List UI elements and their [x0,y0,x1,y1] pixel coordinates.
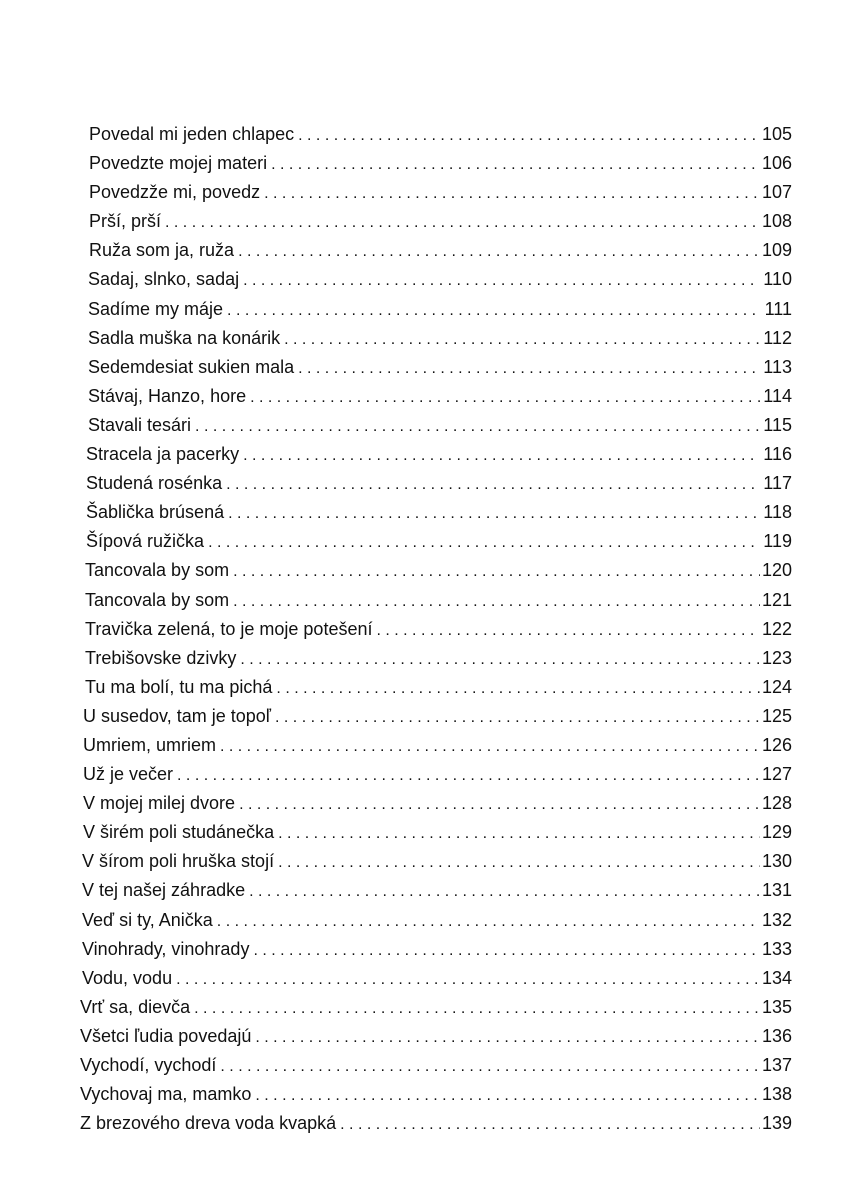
toc-entry-title: Studená rosénka [86,473,223,494]
toc-entry-title: Sadla muška na konárik [88,327,281,348]
toc-entry-title: Povedzte mojej materi [89,153,268,174]
toc-entry [80,178,792,207]
toc-entry [80,382,792,411]
toc-entry-title: Z brezového dreva voda kvapká [80,1113,337,1134]
toc-entry-page: 106 [761,153,792,174]
toc-entry [80,207,792,236]
toc-entry-page: 123 [761,647,792,668]
toc-entry-page: 114 [763,385,792,406]
toc-entry-title: Všetci ľudia povedajú [80,1025,252,1046]
toc-entry-title: Ruža som ja, ruža [89,240,235,261]
toc-entry-title: Stavali tesári [88,414,192,435]
toc-entry [80,702,792,731]
toc-entry [80,498,792,527]
toc-entry [80,1080,792,1109]
toc-entry-page: 111 [764,298,792,319]
toc-entry-title: Tu ma bolí, tu ma pichá [85,676,273,697]
toc-entry-page: 120 [761,560,792,581]
toc-entry-title: U susedov, tam je topoľ [83,705,272,726]
toc-dot-leader [249,877,760,905]
toc-entry-page: 138 [761,1084,792,1105]
toc-entry-title: Umriem, umriem [83,734,216,755]
toc-entry [80,731,792,760]
toc-entry-title: V tej našej záhradke [82,880,246,901]
toc-entry [80,644,792,673]
toc-entry-page: 129 [761,822,792,843]
toc-entry [80,1051,792,1080]
toc-dot-leader [243,266,760,294]
toc-dot-leader [240,645,760,673]
toc-dot-leader [226,470,760,498]
toc-entry-page: 115 [763,414,792,435]
toc-entry-page: 132 [761,909,792,930]
toc-entry-title: Stracela ja pacerky [86,444,240,465]
toc-entry-page: 113 [763,356,792,377]
toc-dot-leader [220,1052,760,1080]
toc-dot-leader [176,965,760,993]
toc-dot-leader [276,674,760,702]
toc-entry [80,236,792,265]
toc-dot-leader [253,936,760,964]
toc-entry-page: 122 [761,618,792,639]
toc-dot-leader [278,819,760,847]
toc-dot-leader [275,703,760,731]
toc-entry-title: Trebišovske dzivky [85,647,237,668]
toc-dot-leader [271,150,760,178]
toc-entry [80,615,792,644]
toc-entry-page: 118 [763,502,792,523]
toc-entry-title: Tancovala by som [85,589,230,610]
toc-dot-leader [233,587,760,615]
toc-entry-title: Vrť sa, dievča [80,996,191,1017]
toc-entry [80,847,792,876]
toc-dot-leader [250,383,760,411]
toc-entry-title: Sadíme my máje [88,298,224,319]
toc-entry [80,673,792,702]
toc-entry-page: 108 [761,211,792,232]
toc-entry [80,411,792,440]
toc-entry-page: 107 [761,182,792,203]
toc-entry [80,876,792,905]
toc-entry [80,120,792,149]
toc-entry-page: 121 [761,589,792,610]
toc-entry-page: 133 [761,938,792,959]
toc-entry-page: 109 [761,240,792,261]
toc-entry [80,527,792,556]
toc-entry-page: 128 [761,793,792,814]
toc-entry-page: 126 [761,734,792,755]
toc-entry-page: 117 [763,473,792,494]
toc-entry [80,1022,792,1051]
toc-dot-leader [298,354,760,382]
toc-dot-leader [255,1023,760,1051]
toc-dot-leader [243,441,760,469]
toc-entry-page: 135 [761,996,792,1017]
toc-entry-title: Travička zelená, to je moje potešení [85,618,373,639]
toc-entry [80,935,792,964]
toc-entry [80,818,792,847]
toc-entry-page: 127 [761,764,792,785]
toc-dot-leader [177,761,760,789]
toc-dot-leader [233,557,760,585]
toc-entry [80,993,792,1022]
toc-entry-title: Šablička brúsená [86,502,225,523]
toc-dot-leader [284,325,760,353]
toc-dot-leader [227,296,760,324]
toc-entry-title: Sedemdesiat sukien mala [88,356,295,377]
toc-entry-title: Vychovaj ma, mamko [80,1084,252,1105]
toc-entry [80,265,792,294]
toc-entry-page: 131 [761,880,792,901]
toc-dot-leader [228,499,760,527]
toc-entry-title: Šípová ružička [86,531,205,552]
toc-entry-page: 124 [761,676,792,697]
toc-entry-page: 136 [761,1025,792,1046]
toc-entry-page: 112 [763,327,792,348]
toc-entry [80,324,792,353]
toc-entry-title: Stávaj, Hanzo, hore [88,385,247,406]
toc-entry [80,469,792,498]
toc-entry-title: Už je večer [83,764,174,785]
toc-entry [80,1109,792,1138]
toc-entry-page: 134 [761,967,792,988]
table-of-contents [80,120,792,1138]
toc-entry-page: 130 [761,851,792,872]
toc-dot-leader [217,907,760,935]
toc-dot-leader [376,616,759,644]
toc-dot-leader [278,848,760,876]
toc-dot-leader [195,412,760,440]
toc-entry [80,586,792,615]
toc-entry-page: 125 [761,705,792,726]
toc-entry-page: 110 [763,269,792,290]
toc-entry [80,353,792,382]
toc-entry [80,556,792,585]
toc-entry [80,440,792,469]
toc-dot-leader [208,528,760,556]
toc-dot-leader [239,790,760,818]
toc-dot-leader [298,121,760,149]
toc-entry-title: Sadaj, slnko, sadaj [88,269,240,290]
toc-entry [80,295,792,324]
toc-entry-title: V šírom poli hruška stojí [82,851,275,872]
toc-entry [80,760,792,789]
toc-entry-title: Tancovala by som [85,560,230,581]
toc-entry-page: 139 [761,1113,792,1134]
toc-entry-title: Vychodí, vychodí [80,1055,217,1075]
toc-entry [80,149,792,178]
toc-entry-title: Povedzže mi, povedz [89,182,261,203]
toc-entry-page: 119 [763,531,792,552]
toc-dot-leader [194,994,760,1022]
toc-entry-title: Veď si ty, Anička [82,909,213,930]
toc-dot-leader [165,208,760,236]
toc-entry [80,906,792,935]
toc-entry-page: 116 [763,444,792,465]
toc-entry-title: V širém poli studánečka [83,822,275,843]
toc-dot-leader [264,179,760,207]
toc-entry-page: 105 [761,124,792,144]
toc-entry [80,789,792,818]
toc-entry-title: Vodu, vodu [82,967,173,988]
toc-dot-leader [255,1081,760,1109]
toc-entry [80,964,792,993]
toc-entry-title: Prší, prší [89,211,162,232]
toc-entry-title: Povedal mi jeden chlapec [89,124,295,144]
toc-entry-title: Vinohrady, vinohrady [82,938,250,959]
toc-dot-leader [340,1110,760,1138]
toc-entry-title: V mojej milej dvore [83,793,236,814]
toc-dot-leader [238,237,760,265]
toc-dot-leader [220,732,760,760]
toc-entry-page: 137 [761,1055,792,1075]
